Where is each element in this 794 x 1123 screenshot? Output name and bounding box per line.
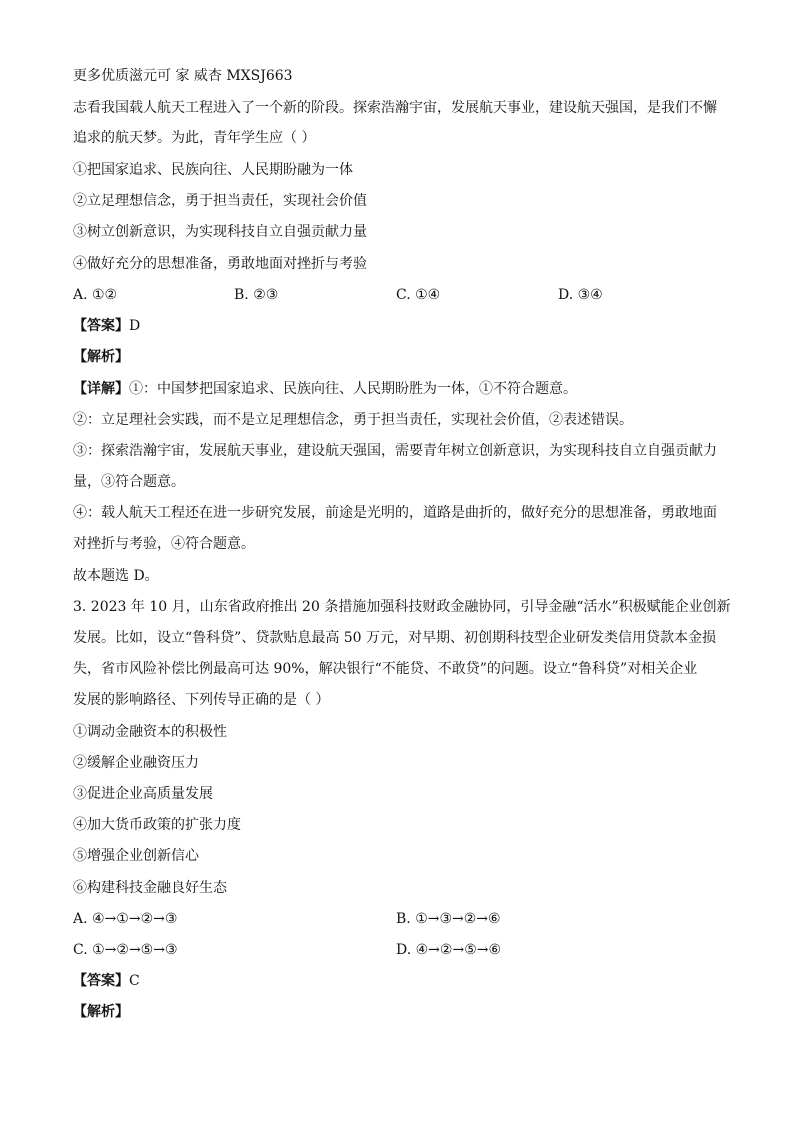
q3-item-3: ③促进企业高质量发展 — [73, 786, 213, 802]
q3-stem-line-4: 发展的影响路径、下列传导正确的是（ ） — [73, 692, 330, 708]
q2-detail-line-1 — [73, 379, 577, 399]
q3-stem-line-1: 3. 2023 年 10 月，山东省政府推出 20 条措施加强科技财政金融协同，引导金融“活水”积极赋能企业创新 — [73, 599, 731, 615]
q2-answer-value: D — [129, 318, 141, 334]
q3-item-1: ①调动金融资本的积极性 — [73, 724, 227, 740]
q3-option-b: B. ①→③→②→⑥ — [396, 911, 501, 927]
q2-detail-text-1: ①：中国梦把国家追求、民族向往、人民期盼胜为一体，①不符合题意。 — [129, 381, 577, 397]
q2-detail-line-4: 量，③符合题意。 — [73, 474, 185, 490]
q2-detail-line-3: ③：探索浩瀚宇宙，发展航天事业，建设航天强国，需要青年树立创新意识，为实现科技自立自强贡献力 — [73, 443, 717, 459]
q2-option-d: D. ③④ — [558, 287, 603, 303]
q3-stem-line-3: 失，省市风险补偿比例最高可达 90%，解决银行“不能贷、不敢贷”的问题。设立“鲁科贷”对相关企业 — [73, 661, 698, 677]
q3-item-2: ②缓解企业融资压力 — [73, 755, 199, 771]
q2-conclusion: 故本题选 D。 — [73, 568, 159, 584]
q2-option-a: A. ①② — [73, 287, 118, 303]
q2-answer-label: 【答案】 — [73, 318, 129, 334]
q2-detail-label: 【详解】 — [73, 381, 129, 397]
q2-item-3: ③树立创新意识，为实现科技自立自强贡献力量 — [73, 224, 367, 240]
q3-option-a: A. ④→①→②→③ — [73, 911, 178, 927]
q3-item-5: ⑤增强企业创新信心 — [73, 848, 199, 864]
q3-item-4: ④加大货币政策的扩张力度 — [73, 817, 241, 833]
q2-stem-line-2: 追求的航天梦。为此，青年学生应（ ） — [73, 130, 316, 146]
q2-detail-line-5: ④：载人航天工程还在进一步研究发展，前途是光明的，道路是曲折的，做好充分的思想准备，勇敢地面 — [73, 505, 717, 521]
q2-stem-line-1: 志看我国载人航天工程进入了一个新的阶段。探索浩瀚宇宙，发展航天事业，建设航天强国，是我们不懈 — [73, 100, 717, 116]
q3-option-d: D. ④→②→⑤→⑥ — [396, 942, 502, 958]
q2-item-1: ①把国家追求、民族向往、人民期盼融为一体 — [73, 162, 353, 178]
q3-answer-value: C — [129, 973, 140, 989]
q3-answer-label: 【答案】 — [73, 973, 129, 989]
q3-answer — [73, 971, 140, 991]
q2-detail-line-2: ②：立足理社会实践，而不是立足理想信念，勇于担当责任，实现社会价值，②表述错误。 — [73, 412, 633, 428]
q2-analysis-label: 【解析】 — [73, 349, 129, 365]
q2-option-c: C. ①④ — [396, 287, 441, 303]
q2-detail-line-6: 对挫折与考验，④符合题意。 — [73, 536, 255, 552]
header-line: 更多优质滋元可 家 威杏 MXSJ663 — [73, 68, 293, 84]
q3-stem-line-2: 发展。比如，设立“鲁科贷”、贷款贴息最高 50 万元，对早期、初创期科技型企业研发类信用贷款本金损 — [73, 630, 717, 646]
q3-item-6: ⑥构建科技金融良好生态 — [73, 880, 227, 896]
q3-option-c: C. ①→②→⑤→③ — [73, 942, 178, 958]
q3-analysis-label: 【解析】 — [73, 1004, 129, 1020]
q2-answer — [73, 316, 140, 336]
q2-option-b: B. ②③ — [234, 287, 279, 303]
q2-item-2: ②立足理想信念，勇于担当责任，实现社会价值 — [73, 193, 367, 209]
q2-item-4: ④做好充分的思想准备，勇敢地面对挫折与考验 — [73, 256, 367, 272]
